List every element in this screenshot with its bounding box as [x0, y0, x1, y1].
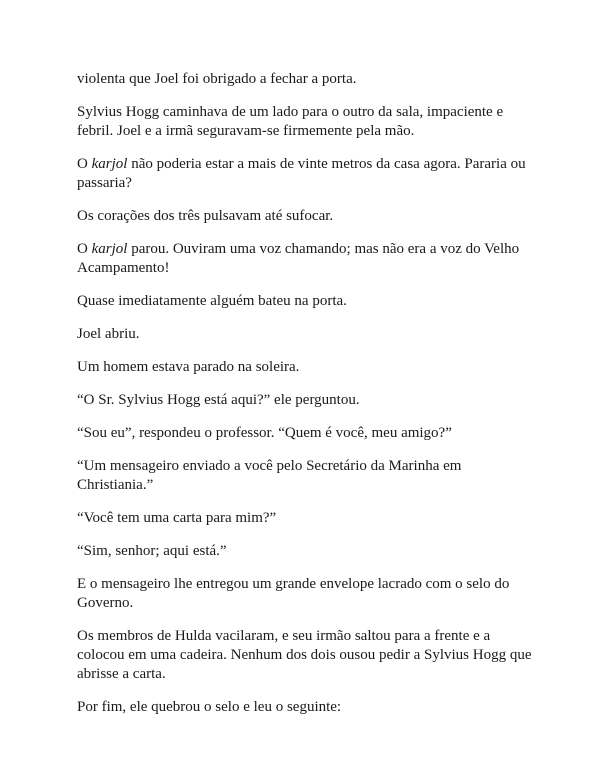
paragraph: “Você tem uma carta para mim?”: [77, 510, 277, 526]
paragraph: “Um mensageiro enviado a você pelo Secretário da Marinha em Christiania.”: [77, 458, 462, 493]
paragraph: Joel abriu.: [77, 326, 140, 342]
italic-term: karjol: [91, 156, 128, 172]
paragraph: O karjol não poderia estar a mais de vinte metros da casa agora. Pararia ou passaria?: [77, 156, 526, 191]
paragraph: Por fim, ele quebrou o selo e leu o seguinte:: [77, 699, 342, 715]
paragraph: Quase imediatamente alguém bateu na porta.: [77, 293, 347, 309]
paragraph: violenta que Joel foi obrigado a fechar a porta.: [77, 71, 357, 87]
italic-term: karjol: [91, 241, 128, 257]
paragraph: “O Sr. Sylvius Hogg está aqui?” ele perguntou.: [77, 392, 360, 408]
paragraph: Os corações dos três pulsavam até sufocar.: [77, 208, 334, 224]
paragraph: Sylvius Hogg caminhava de um lado para o outro da sala, impaciente e febril. Joel e a irmã seguravam-se firmemente pela mão.: [77, 104, 504, 139]
paragraph: Os membros de Hulda vacilaram, e seu irmão saltou para a frente e a colocou em uma cadeira. Nenhum dos dois ousou pedir a Sylvius Hogg que abrisse a carta.: [77, 628, 532, 682]
paragraph: “Sou eu”, respondeu o professor. “Quem é você, meu amigo?”: [77, 425, 452, 441]
document-page: [77, 70, 537, 731]
paragraph: O karjol parou. Ouviram uma voz chamando; mas não era a voz do Velho Acampamento!: [77, 241, 520, 276]
paragraph: “Sim, senhor; aqui está.”: [77, 543, 227, 559]
paragraph: E o mensageiro lhe entregou um grande envelope lacrado com o selo do Governo.: [77, 576, 510, 611]
paragraph: Um homem estava parado na soleira.: [77, 359, 300, 375]
